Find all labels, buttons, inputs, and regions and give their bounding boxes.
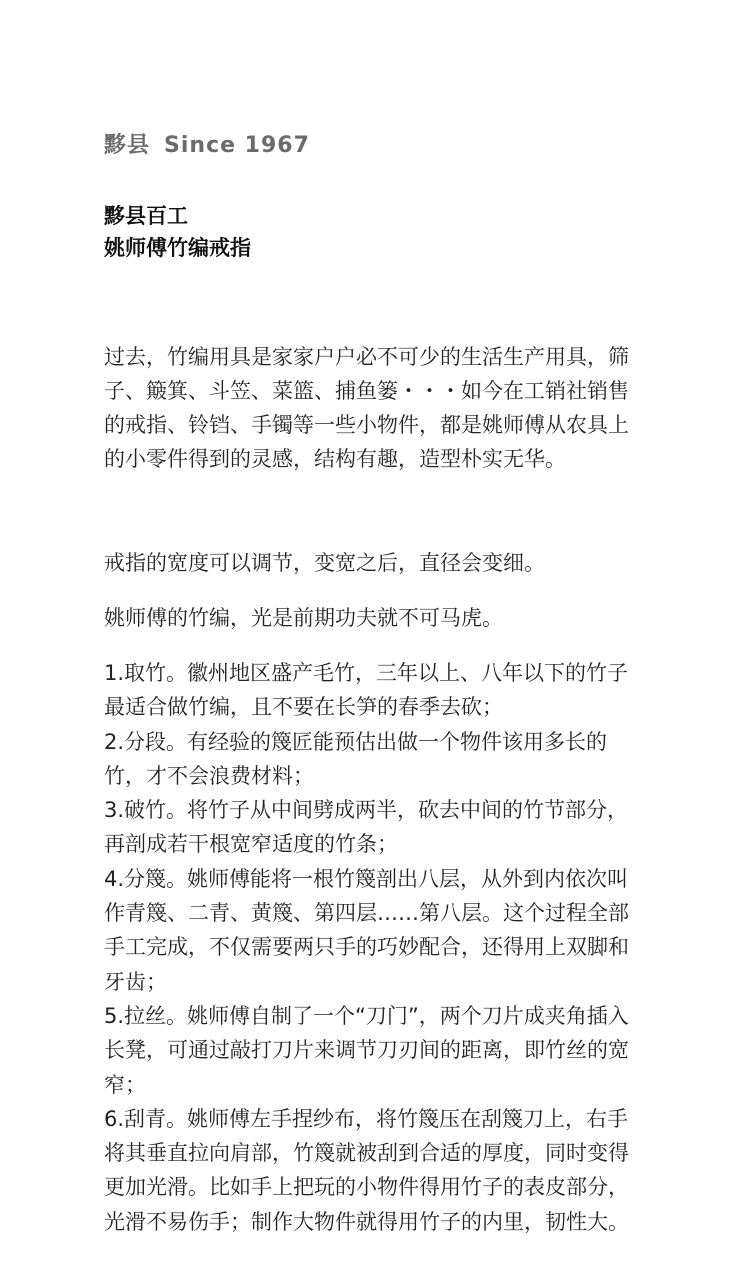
ring-paragraph — [104, 546, 632, 580]
bamboo-text: 姚师傅的竹编，光是前期功夫就不可马虎。 — [104, 606, 503, 630]
step-item: 4.分篾。姚师傅能将一根竹篾剖出八层，从外到内依次叫作青篾、二青、黄篾、第四层……第八层。这个过程全部手工完成，不仅需要两只手的巧妙配合，还得用上双脚和牙齿； — [104, 866, 629, 994]
step-item: 5.拉丝。姚师傅自制了一个“刀门”，两个刀片成夹角插入长凳，可通过敲打刀片来调节刀刃间的距离，即竹丝的宽窄； — [104, 1003, 629, 1097]
step-item: 1.取竹。徽州地区盛产毛竹，三年以上、八年以下的竹子最适合做竹编，且不要在长笋的春季去砍； — [104, 661, 629, 720]
title-line-2: 姚师傅竹编戒指 — [104, 236, 251, 260]
intro-paragraph — [104, 340, 632, 476]
ring-text: 戒指的宽度可以调节，变宽之后，直径会变细。 — [104, 551, 545, 575]
steps-list — [104, 656, 632, 1239]
title-line-1: 黟县百工 — [104, 204, 188, 228]
step-item: 6.刮青。姚师傅左手捏纱布，将竹篾压在刮篾刀上，右手将其垂直拉向肩部，竹篾就被刮到合适的厚度，同时变得更加光滑。比如手上把玩的小物件得用竹子的表皮部分，光滑不易伤手；制作大物件就得用竹子的内里，韧性大。 — [104, 1106, 629, 1234]
since-year: Since 1967 — [164, 133, 310, 158]
intro-text: 过去，竹编用具是家家户户必不可少的生活生产用具，筛子、簸箕、斗笠、菜篮、捕鱼篓・・・如今在工销社销售的戒指、铃铛、手镯等一些小物件，都是姚师傅从农具上的小零件得到的灵感，结构有趣，造型朴实无华。 — [104, 345, 629, 471]
brand-header — [104, 128, 310, 159]
step-item: 3.破竹。将竹子从中间劈成两半，砍去中间的竹节部分，再剖成若干根宽窄适度的竹条； — [104, 798, 629, 857]
article-title — [104, 200, 251, 264]
step-item: 2.分段。有经验的篾匠能预估出做一个物件该用多长的竹，才不会浪费材料； — [104, 729, 608, 788]
brand-name: 黟县 — [104, 133, 151, 158]
bamboo-paragraph — [104, 601, 632, 635]
